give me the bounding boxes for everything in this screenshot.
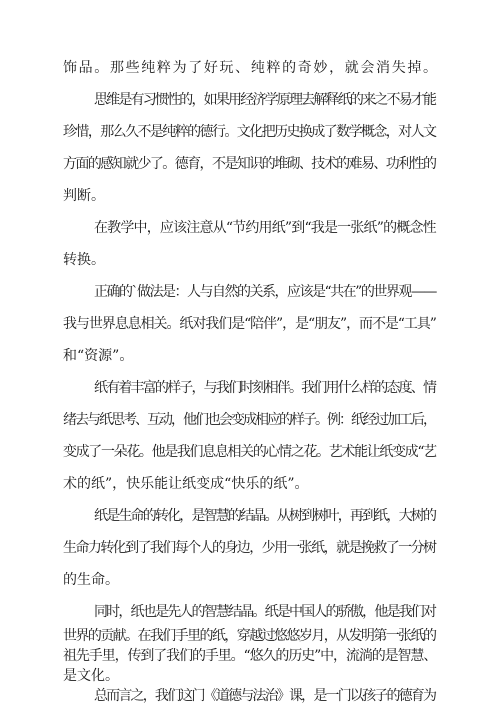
text-line: 在教学中，应该注意从“节约用纸”到“我是一张纸”的概念性 [94, 220, 436, 236]
text-line: 判断。 [63, 188, 105, 204]
text-line: 同时，纸也是先人的智慧结晶。纸是中国人的骄傲，他是我们对 [94, 604, 436, 620]
text-line: 方面的感知就少了。德育，不是知识的堆砌、技术的难易、功利性的 [63, 156, 436, 172]
text-line: 是文化。 [63, 668, 119, 684]
text-line: 总而言之，我们这门《道德与法治》课，是一门以孩子的德育为 [94, 688, 436, 704]
text-line: 变成了一朵花。他是我们息息相关的心情之花。艺术能让纸变成“艺 [63, 444, 436, 460]
text-line: 术的纸”，快乐能让纸变成“快乐的纸”。 [63, 476, 309, 492]
text-line: 正确的`做法是：人与自然的关系，应该是“共在”的世界观—— [94, 284, 436, 300]
text-line: 饰品。那些纯粹为了好玩、纯粹的奇妙，就会消失掉。 [63, 60, 439, 76]
text-line: 转换。 [63, 252, 105, 268]
text-line: 祖先手里，传到了我们的手里。“悠久的历史”中，流淌的是智慧、 [63, 648, 437, 664]
text-line: 思维是有习惯性的，如果用经济学原理去解释纸的来之不易才能 [94, 92, 436, 108]
text-line: 的生命。 [63, 572, 119, 588]
text-line: 纸是生命的转化，是智慧的结晶。从树到树叶，再到纸，大树的 [94, 508, 436, 524]
text-line: 生命力转化到了我们每个人的身边，少用一张纸，就是挽救了一分树 [63, 540, 436, 556]
text-line: 世界的贡献。在我们手里的纸，穿越过悠悠岁月，从发明第一张纸的 [63, 628, 436, 644]
text-line: 绪去与纸思考、互动，他们也会变成相应的样子。例：纸经过加工后， [63, 412, 435, 428]
text-line: 纸有着丰富的样子，与我们时刻相伴。我们用什么样的态度、情 [94, 380, 436, 396]
text-line: 和“资源”。 [63, 348, 134, 364]
text-line: 我与世界息息相关。纸对我们是“陪伴”，是“朋友”，而不是“工具” [63, 316, 436, 332]
text-line: 珍惜，那么久不是纯粹的德行。文化把历史换成了数学概念，对人文 [63, 124, 436, 140]
